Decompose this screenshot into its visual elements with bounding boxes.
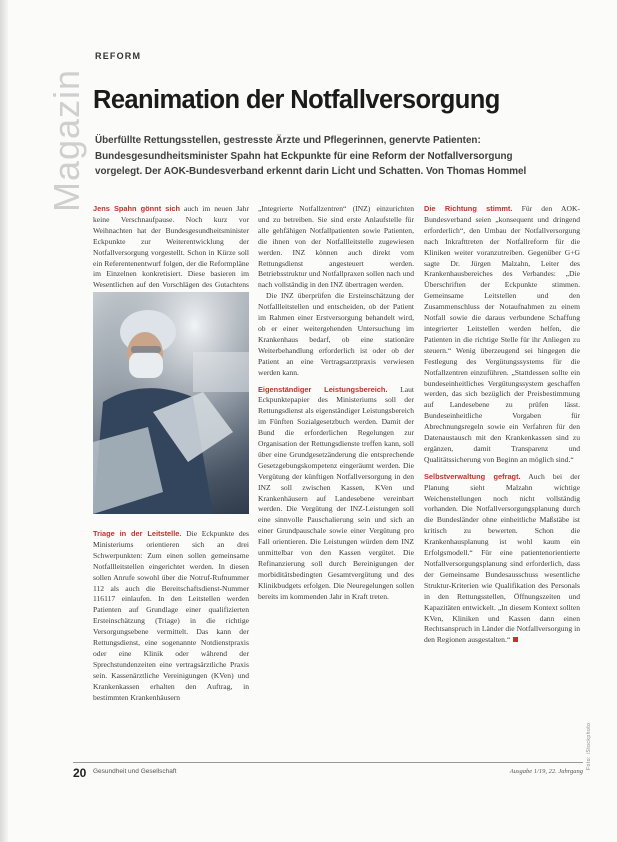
body-text: „Integrierte Notfallzentren“ (INZ) einzurichten und zu betreiben. Sie sind erste Anlaufstelle für alle gehfähigen Notfallpatienten sowie Patienten, die ihnen von der Notfallleitstelle zugewiesen werden. INZ können auch direkt vom Rettungsdienst angesteuert werden. Betriebsstruktur und Notfallpraxen sollen nach und nach vollständig in den INZ übertragen werden. xyxy=(258,204,414,290)
surgeon-photo xyxy=(93,292,249,514)
run-in-head: Selbstverwaltung gefragt. xyxy=(424,471,521,481)
run-in-head: Jens Spahn gönnt sich xyxy=(93,204,181,213)
column-1-bottom xyxy=(93,529,249,704)
run-in-head: Triage in der Leitstelle. xyxy=(93,529,182,538)
section-label: Magazin xyxy=(46,68,87,212)
page-number: 20 xyxy=(73,766,87,780)
article-title: Reanimation der Notfallversorgung xyxy=(93,86,500,114)
page-footer xyxy=(73,762,583,785)
column-3 xyxy=(424,204,580,646)
body-text: Die Eckpunkte des Ministeriums orientieren sich an drei Schwerpunkten: Zum einen sollen gemeinsame Notfallleitstellen eingerichtet werden. In diesen sollen Anrufe sowohl über die Notruf-Rufnummer 112 als auch die Bereitschaftsdienst-Nummer 116117 einlaufen. In den Leitstellen werden Patienten auf Grundlage einer qualifizierten Ersteinschätzung (Triage) in die richtige Versorgungsebene vermittelt. Das kann der Rettungsdienst, eine sogenannte Notdienstpraxis oder eine Klinik oder während der Sprechstundenzeiten eine vertragsärztliche Praxis sein. Kassenärztliche Vereinigungen (KVen) und Krankenkassen erhalten den Auftrag, in bestimmten Krankenhäusern xyxy=(93,529,249,702)
article-photo xyxy=(93,292,249,514)
body-text: Auch bei der Planung sieht Malzahn wichtige Weichenstellungen noch nicht vollständig vorhanden. Die Notfallversorgungsplanung durch die Bundesländer ohne einheitliche Maßstäbe ist kritisch zu bewerten. Schon die Krankenhausplanung ist wohl kaum ein Erfolgsmodell.“ Für eine patientenorientierte Notfallversorgungsplanung sind erforderlich, dass der Gemeinsame Bundesausschuss wesentliche Struktur-Kriterien wie Qualifikation des Personals in den Rettungsstellen, Öffnungszeiten und Kapazitäten entwickelt. „In diesem Kontext sollten KVen, Kliniken und Kassen dann einen Rechtsanspruch in Länder die Notfallversorgung in den Regionen ausgestalten.“ xyxy=(424,471,580,645)
surgical-mask xyxy=(129,352,163,378)
run-in-head: Die Richtung stimmt. xyxy=(424,204,513,213)
footer-section: Gesundheit und Gesellschaft xyxy=(93,768,177,775)
column-2 xyxy=(258,204,414,603)
body-text: Die INZ überprüfen die Ersteinschätzung der Notfallleitstellen und entscheiden, ob der Patient im Rahmen einer Erstversorgung behandelt wird, ob er einer weitergehenden Untersuchung im Krankenhaus bedarf, ob eine stationäre Weiterbehandlung erforderlich ist oder ob der Patient an eine Vertragsarztpraxis verwiesen werden kann. xyxy=(258,291,414,377)
scan-edge xyxy=(0,0,8,842)
section-sidebar xyxy=(34,40,86,210)
article-kicker: REFORM xyxy=(95,51,142,61)
end-mark xyxy=(513,637,518,642)
body-text: Für den AOK-Bundesverband seien „konsequent und dringend erforderlich“, den Umbau der Notfallversorgung nach Inkrafttreten der Notfallreform für die Kliniken weiter voranzutreiben. Gegenüber G+G sagte Dr. Jürgen Malzahn, Leiter des Krankenhausbereiches des Verbandes: „Die Überschriften der Eckpunkte stimmen. Gemeinsame Leitstellen und den Zusammenschluss der Notaufnahmen zu einem Notfall sowie die daraus verbundene Schaffung integrierter Leitstellen werden helfen, die Patienten in die richtige Stelle für ihr Anliegen zu steuern.“ Wenig überzeugend sei hingegen die Festlegung des Vergütungssystems für die Notfallzentren einzuführen. „Stattdessen sollte ein bundeseinheitliches Vergütungssystem geschaffen werden, das sich bezüglich der Preisbestimmung auf Landesebene zu prüfen lässt. Bundeseinheitliche Vorgaben für Abrechnungsregeln sowie ein Verfahren für den Datenaustausch mit den Krankenkassen sind zu ergänzen, damit Transparenz und Qualitätssicherung von Beginn an möglich sind.“ xyxy=(424,204,580,464)
body-text: Laut Eckpunktepapier des Ministeriums soll der Rettungsdienst als eigenständiger Leistungsbereich im Fünften Sozialgesetzbuch werden. Damit der Bund die erforderlichen Regelungen zur Organisation der Rettungsdienste treffen kann, soll über eine Grundgesetzänderung die entsprechende Gesetzgebungskompetenz eingeräumt werden. Die Vergütung der künftigen Notfallversorgung in den INZ soll zwischen Kassen, KVen und Krankenhäusern auf Landesebene vereinbart werden. Die Vergütung der INZ-Leistungen soll eine sinnvolle Pauschalierung sein und sich an einer Grundpauschale sowie einer Vergütung pro Fall orientieren. Die Leistungen würden dem INZ unmittelbar von den Kassen vergütet. Die Refinanzierung soll durch Bereinigungen der morbiditätsbedingten Gesamtvergütung und des Klinikbudgets erfolgen. Die Neuregelungen sollen bereits im kommenden Jahr in Kraft treten. xyxy=(258,384,414,601)
body-text: auch im neuen Jahr keine Verschnaufpause. Noch kurz vor Weihnachten hat der Bundesgesundheitsminister Eckpunkte zur Weiterentwicklung der Notfallversorgung vorgestellt. Schon in Kürze soll ein Referentenentwurf folgen, der die Reformpläne im Einzelnen konkretisiert. Diese basieren im Wesentlichen auf den Vorschlägen des Gutachtens xyxy=(93,204,249,290)
photo-credit: Foto: iStockphoto xyxy=(586,722,592,770)
article-lead: Überfüllte Rettungsstellen, gestresste Ärzte und Pflegerinnen, genervte Patienten: Bundesgesundheitsminister Spahn hat Eckpunkte für eine Reform der Notfallversorgung vorgelegt. Der AOK-Bundesverband erkennt darin Licht und Schatten. Von Thomas Hommel xyxy=(95,135,527,177)
run-in-head: Eigenständiger Leistungsbereich. xyxy=(258,384,388,394)
footer-issue: Ausgabe 1/19, 22. Jahrgang xyxy=(509,768,583,775)
